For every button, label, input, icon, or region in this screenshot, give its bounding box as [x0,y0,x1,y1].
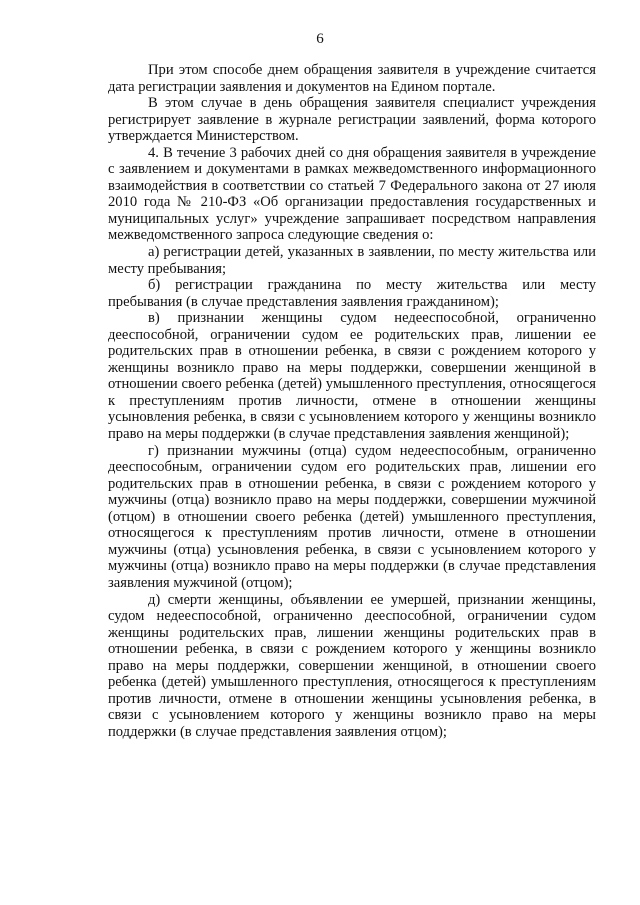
paragraph-journal-registration: В этом случае в день обращения заявителя специалист учреждения регистрирует заявление в журнале регистрации заявлений, форма которого утверждается Министерством. [108,95,596,145]
list-item-b: б) регистрации гражданина по месту жительства или месту пребывания (в случае представления заявления гражданином); [108,277,596,310]
list-item-a: а) регистрации детей, указанных в заявлении, по месту жительства или месту пребывания; [108,244,596,277]
list-item-d: д) смерти женщины, объявлении ее умершей, признании женщины, судом недееспособной, ограниченно дееспособной, ограничении судом женщины родительских прав, лишении женщины родительских прав в отношении ребенка, в связи с рождением которого у женщины возникло право на меры поддержки, совершении женщиной, в отношении своего ребенка (детей) умышленного преступления, относящегося к преступлениям против личности, отмене в отношении женщины усыновления ребенка, в связи с усыновлением которого у женщины возникло право на меры поддержки (в случае представления заявления отцом); [108,591,596,740]
page-number: 6 [316,31,324,47]
list-item-g: г) признании мужчины (отца) судом недееспособным, ограниченно дееспособным, ограничении судом его родительских прав, лишении его родительских прав в отношении ребенка, в связи с рождением которого у мужчины (отца) возникло право на меры поддержки, совершении мужчиной (отцом) в отношении своего ребенка (детей) умышленного преступления, относящегося к преступлениям против личности, отмене в отношении мужчины (отца) усыновления ребенка, в связи с усыновлением которого у мужчины (отца) возникло право на меры поддержки (в случае представления заявления мужчиной (отцом); [108,442,596,591]
paragraph-registration-date: При этом способе днем обращения заявителя в учреждение считается дата регистрации заявления и документов на Едином портале. [108,62,596,95]
paragraph-interagency-request: 4. В течение 3 рабочих дней со дня обращения заявителя в учреждение с заявлением и документами в рамках межведомственного информационного взаимодействия в соответствии со статьей 7 Федерального закона от 27 июля 2010 года № 210-ФЗ «Об организации предоставления государственных и муниципальных услуг» учреждение запрашивает посредством направления межведомственного запроса следующие сведения о: [108,144,596,244]
document-body [108,62,596,740]
list-item-v: в) признании женщины судом недееспособной, ограниченно дееспособной, ограничении судом ее родительских прав, лишении ее родительских прав в отношении ребенка, в связи с рождением которого у женщины возникло право на меры поддержки, совершении женщиной в отношении своего ребенка (детей) умышленного преступления, относящегося к преступлениям против личности, отмене в отношении женщины усыновления ребенка, в связи с усыновлением которого у женщины возникло право на меры поддержки (в случае представления заявления женщиной); [108,310,596,443]
